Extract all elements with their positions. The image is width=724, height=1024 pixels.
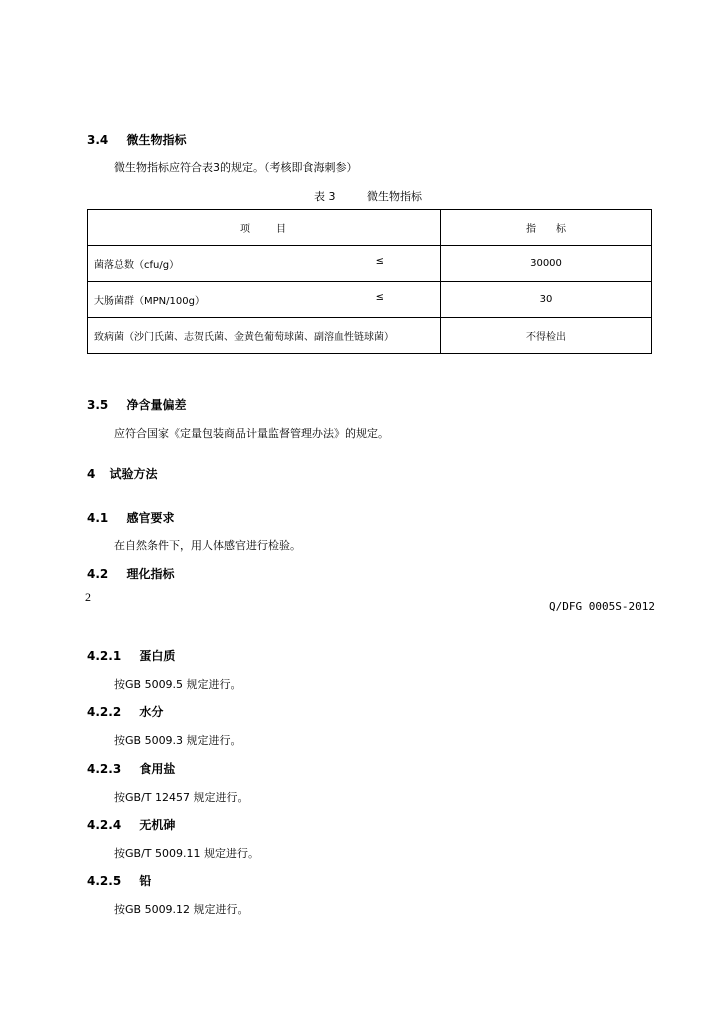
section-title: 蛋白质 bbox=[139, 649, 176, 663]
section-title: 无机砷 bbox=[139, 818, 176, 832]
section-title: 理化指标 bbox=[126, 567, 175, 581]
table-caption-title: 微生物指标 bbox=[367, 190, 422, 203]
section-number: 4.2.5 bbox=[87, 874, 122, 888]
value-cell: 30 bbox=[441, 282, 652, 318]
header-value-cell: 指 标 bbox=[441, 210, 652, 246]
section-4-2-heading bbox=[87, 565, 174, 582]
section-3-4-text: 微生物指标应符合表3的规定。（考核即食海刺参） bbox=[114, 161, 358, 174]
page-number: 2 bbox=[85, 590, 91, 604]
section-4-2-3-heading bbox=[87, 760, 175, 777]
section-4-1-text: 在自然条件下，用人体感官进行检验。 bbox=[114, 539, 301, 552]
table-row bbox=[88, 282, 652, 318]
section-4-2-1-text: 按GB 5009.5 规定进行。 bbox=[114, 678, 242, 691]
section-3-5-heading bbox=[87, 396, 186, 413]
section-4-2-4-heading bbox=[87, 816, 175, 833]
section-number: 4.2 bbox=[87, 567, 109, 581]
section-title: 试验方法 bbox=[109, 467, 158, 481]
section-number: 4.1 bbox=[87, 511, 109, 525]
section-title: 净含量偏差 bbox=[126, 398, 187, 412]
comparison-symbol: ≤ bbox=[375, 256, 384, 267]
section-number: 4.2.2 bbox=[87, 705, 122, 719]
section-3-5-text: 应符合国家《定量包装商品计量监督管理办法》的规定。 bbox=[114, 427, 389, 440]
table-header-row bbox=[88, 210, 652, 246]
section-number: 4.2.3 bbox=[87, 762, 122, 776]
item-name: 大肠菌群（MPN/100g） bbox=[94, 296, 205, 307]
header-item-cell: 项 目 bbox=[88, 210, 441, 246]
section-title: 感官要求 bbox=[126, 511, 175, 525]
value-cell: 不得检出 bbox=[441, 318, 652, 354]
section-title: 食用盐 bbox=[139, 762, 176, 776]
section-4-2-5-text: 按GB 5009.12 规定进行。 bbox=[114, 903, 249, 916]
microbial-table bbox=[87, 209, 652, 354]
item-name: 致病菌（沙门氏菌、志贺氏菌、金黄色葡萄球菌、副溶血性链球菌） bbox=[94, 332, 394, 343]
section-title: 铅 bbox=[139, 874, 152, 888]
comparison-symbol: ≤ bbox=[375, 292, 384, 303]
section-4-2-5-heading bbox=[87, 872, 151, 889]
document-code: Q/DFG 0005S-2012 bbox=[549, 600, 655, 613]
table-row bbox=[88, 318, 652, 354]
value-cell: 30000 bbox=[441, 246, 652, 282]
section-title: 微生物指标 bbox=[126, 133, 187, 147]
section-4-2-3-text: 按GB/T 12457 规定进行。 bbox=[114, 791, 249, 804]
item-cell bbox=[88, 282, 441, 318]
section-number: 4 bbox=[87, 467, 96, 481]
section-title: 水分 bbox=[139, 705, 164, 719]
item-cell bbox=[88, 246, 441, 282]
table-row bbox=[88, 246, 652, 282]
section-number: 3.5 bbox=[87, 398, 109, 412]
section-4-2-4-text: 按GB/T 5009.11 规定进行。 bbox=[114, 847, 259, 860]
section-number: 3.4 bbox=[87, 133, 109, 147]
section-4-2-1-heading bbox=[87, 647, 175, 664]
section-number: 4.2.4 bbox=[87, 818, 122, 832]
section-4-2-2-heading bbox=[87, 703, 163, 720]
section-4-1-heading bbox=[87, 509, 174, 526]
item-cell bbox=[88, 318, 441, 354]
table-caption bbox=[314, 188, 422, 204]
item-name: 菌落总数（cfu/g） bbox=[94, 260, 180, 271]
section-4-2-2-text: 按GB 5009.3 规定进行。 bbox=[114, 734, 242, 747]
section-3-4-heading bbox=[87, 131, 186, 148]
section-4-heading bbox=[87, 465, 158, 482]
section-number: 4.2.1 bbox=[87, 649, 122, 663]
table-caption-number: 表 3 bbox=[314, 190, 336, 203]
